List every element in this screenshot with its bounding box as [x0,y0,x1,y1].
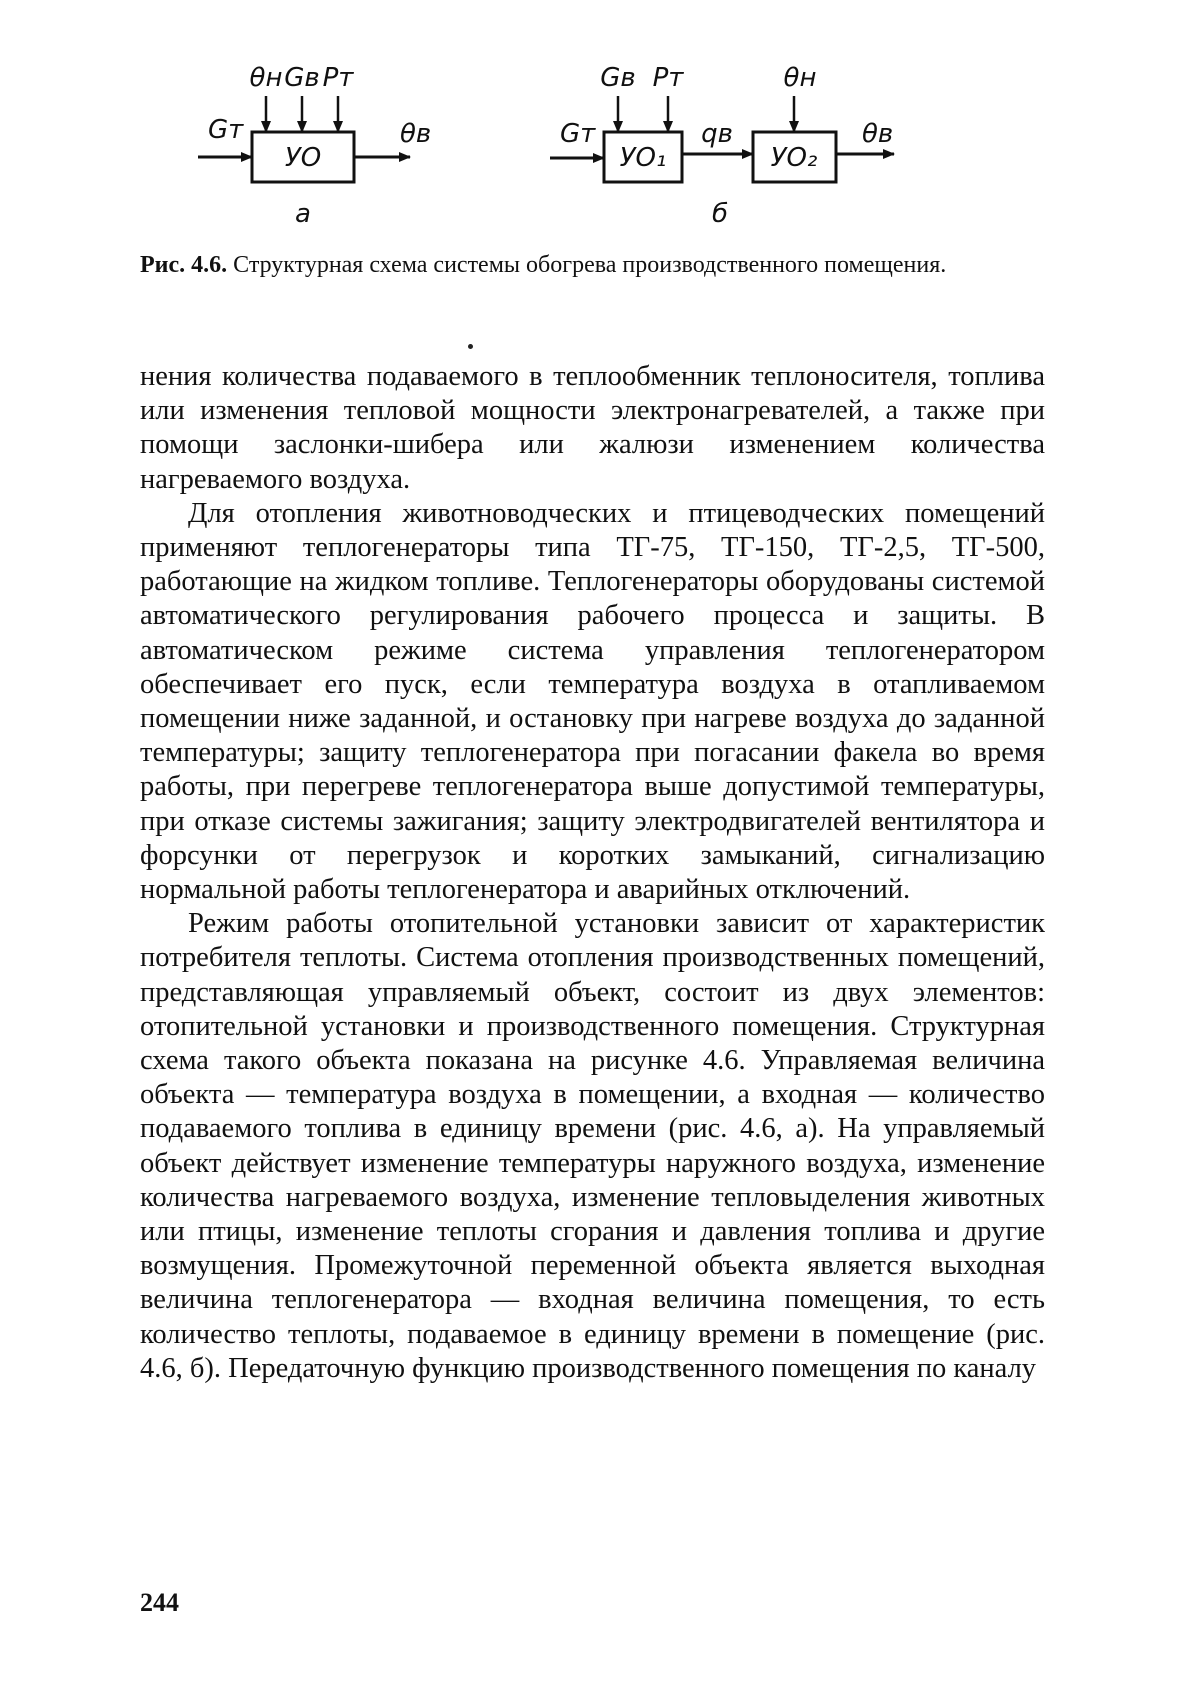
disturbance-label-b3: θн [783,63,817,93]
stray-dot [468,344,473,349]
structural-diagram [190,50,990,250]
output-label-b: θв [862,119,894,149]
caption-text: Структурная схема системы обогрева производственного помещения. [227,252,947,278]
figure-caption [140,250,1045,280]
disturbance-label-a1: θн [249,63,283,93]
caption-lead: Рис. 4.6. [140,252,228,278]
paragraph: Режим работы отопительной установки зависит от характеристик потребителя теплоты. Система отопления производственных помещений, представляющая управляемый объект, состоит из двух элементов: отопительной установки и производственного помещения. Структурная схема такого объекта показана на рисунке 4.6. Управляемая величина объекта — температура воздуха в помещении, а входная — количество подаваемого топлива в единицу времени (рис. 4.6, а). На управляемый объект действует изменение температуры наружного воздуха, изменение количества нагреваемого воздуха, изменение тепловыделения животных или птицы, изменение теплоты сгорания и давления топлива и другие возмущения. Промежуточной переменной объекта является выходная величина теплогенератора — входная величина помещения, то есть количество теплоты, подаваемое в единицу времени в помещение (рис. 4.6, б). Передаточную функцию производственного помещения по каналу [140,908,1045,1384]
panel-label-b: б [711,199,729,229]
panel-label-a: а [295,199,311,229]
disturbance-label-b1: Gв [600,63,636,93]
block-uo2-label: УО₂ [770,143,818,173]
intermediate-label: qв [701,119,733,149]
block-uo-label: УО [284,143,322,173]
diagram-b [550,63,894,229]
disturbance-label-a2: Gв [284,63,320,93]
paragraph: нения количества подаваемого в теплообменник теплоносителя, топлива или изменения тепловой мощности электронагревателей, а также при помощи заслонки-шибера или жалюзи изменением количества нагреваемого воздуха. [140,361,1045,495]
page-number: 244 [140,1588,179,1617]
diagram-a [198,63,431,229]
disturbance-label-b2: Pт [652,63,684,93]
paragraph: Для отопления животноводческих и птицеводческих помещений применяют теплогенераторы типа ТГ-75, ТГ-150, ТГ-2,5, ТГ-500, работающие на жидком топливе. Теплогенераторы оборудованы системой автоматического регулирования рабочего процесса и защиты. В автоматическом режиме система управления теплогенератором обеспечивает его пуск, если температура воздуха в отапливаемом помещении ниже заданной, и остановку при нагреве воздуха до заданной температуры; защиту теплогенератора при погасании факела во время работы, при перегреве теплогенератора выше допустимой температуры, при отказе системы зажигания; защиту электродвигателей вентилятора и форсунки от перегрузок и коротких замыканий, сигнализацию нормальной работы теплогенератора и аварийных отключений. [140,497,1045,906]
disturbance-label-a3: Pт [322,63,354,93]
output-label-a: θв [400,119,432,149]
body-text [140,360,1045,1386]
input-label-a: Gт [208,115,244,145]
block-uo1-label: УО₁ [619,143,667,173]
input-label-b: Gт [560,119,596,149]
